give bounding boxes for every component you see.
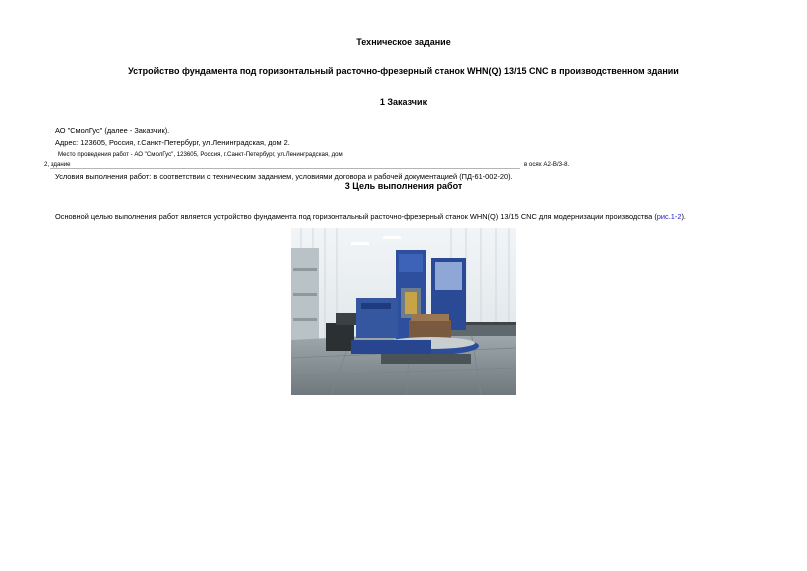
goal-text: Основной целью выполнения работ является устройство фундамента под горизонтальный расточно-фрезерный станок WHN(Q) 13/15 CNC для модернизации производства ( — [55, 212, 657, 221]
section-1-heading: 1 Заказчик — [379, 97, 428, 107]
worksite-line: Место проведения работ - АО "СмолГус", 123605, Россия, г.Санкт-Петербург, ул.Ленинградская, дом — [58, 151, 343, 158]
figure-link[interactable]: рис.1-2 — [656, 212, 682, 221]
worksite-underline — [50, 168, 520, 169]
machine-photo-svg — [291, 228, 516, 395]
section-3-heading: 3 Цель выполнения работ — [344, 181, 463, 191]
conditions-line: Условия выполнения работ: в соответствии с техническим заданием, условиями договора и рабочей документацией (ПД-61-002-20). — [55, 172, 513, 181]
worksite-continuation: 2, здание — [44, 161, 71, 168]
goal-paragraph — [55, 212, 686, 221]
address-line: Адрес: 123605, Россия, г.Санкт-Петербург, ул.Ленинградская, дом 2. — [55, 138, 290, 147]
machine-photo — [291, 228, 516, 395]
document-title: Техническое задание — [356, 37, 451, 47]
customer-line: АО "СмолГус" (далее - Заказчик). — [55, 126, 170, 135]
document-subject: Устройство фундамента под горизонтальный расточно-фрезерный станок WHN(Q) 13/15 CNC в производственном здании — [128, 66, 679, 76]
worksite-axes: в осях А2-В/3-8. — [524, 161, 570, 168]
goal-end: ). — [681, 212, 686, 221]
